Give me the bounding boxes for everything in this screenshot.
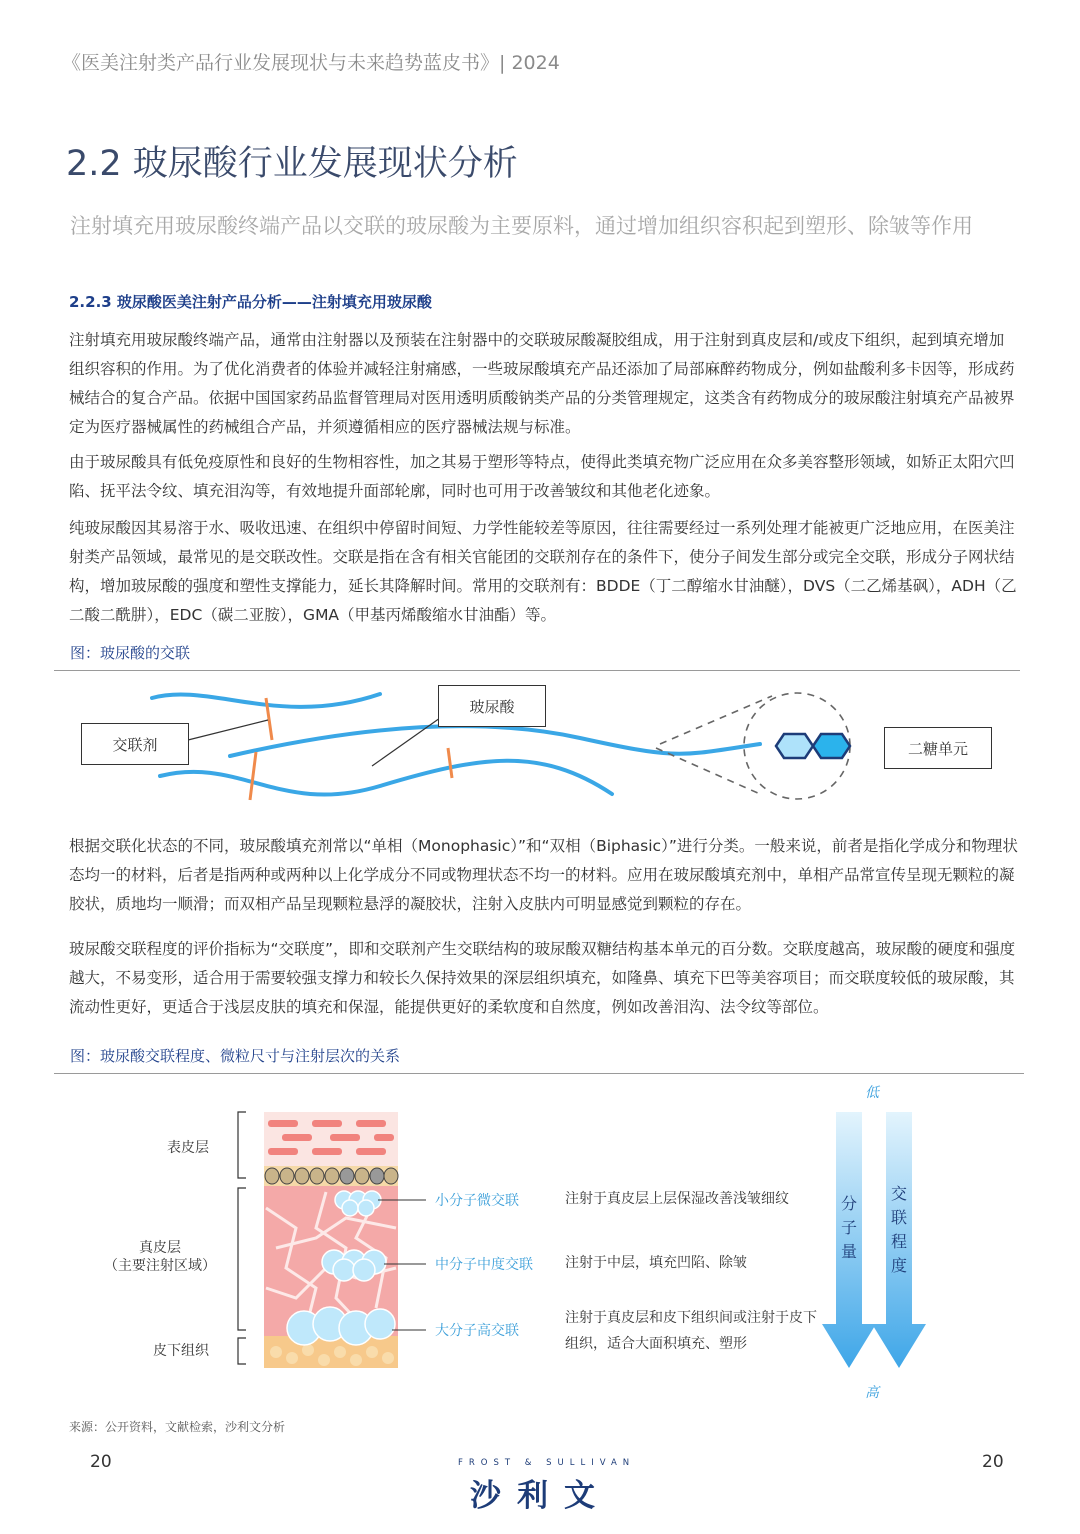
disaccharide-ring-1 [776, 734, 813, 758]
category-small: 小分子微交联 [435, 1193, 519, 1209]
page-subtitle: 注射填充用玻尿酸终端产品以交联的玻尿酸为主要原料，通过增加组织容积起到塑形、除皱等作用 [70, 214, 973, 238]
hyaluronic-acid-label: 玻尿酸 [438, 685, 546, 727]
brand-wordmark: FROST & SULLIVAN [458, 1458, 636, 1468]
subcutaneous-bracket [238, 1338, 246, 1364]
page-number-left: 20 [90, 1452, 112, 1472]
section-heading: 2.2.3 玻尿酸医美注射产品分析——注射填充用玻尿酸 [69, 293, 432, 311]
category-medium-desc: 注射于中层，填充凹陷、除皱 [565, 1255, 747, 1271]
skin-diagram [226, 1108, 426, 1372]
doc-header: 《医美注射类产品行业发展现状与未来趋势蓝皮书》| 2024 [62, 52, 560, 74]
ha-chain-3 [160, 761, 612, 795]
arrow1-text: 分 子 量 [840, 1194, 857, 1261]
crosslink-2 [250, 752, 256, 800]
dermis-bracket [238, 1188, 246, 1330]
category-small-desc: 注射于真皮层上层保湿改善浅皱细纹 [565, 1191, 789, 1207]
epidermis-label: 表皮层 [167, 1140, 209, 1156]
brand-logo: 沙利文 [470, 1478, 611, 1514]
page-number-right: 20 [982, 1452, 1004, 1472]
dermis-label: 真皮层 [139, 1240, 181, 1256]
figure1-rule [54, 670, 1020, 671]
crosslink-3 [448, 748, 452, 778]
figure2-rule [54, 1073, 1024, 1074]
paragraph-2: 由于玻尿酸具有低免疫原性和良好的生物相容性，加之其易于塑形等特点，使得此类填充物广泛应用在众多美容整形领域，如矫正太阳穴凹陷、抚平法令纹、填充泪沟等，有效地提升面部轮廓，同时也可用于改善皱纹和其他老化迹象。 [69, 453, 1015, 500]
category-medium: 中分子中度交联 [435, 1257, 533, 1273]
arrow2-text: 交 联 程 度 [890, 1184, 907, 1275]
category-large: 大分子高交联 [435, 1323, 519, 1339]
gradient-arrows [820, 1108, 930, 1372]
paragraph-1: 注射填充用玻尿酸终端产品，通常由注射器以及预装在注射器中的交联玻尿酸凝胶组成，用于注射到真皮层和/或皮下组织，起到填充增加组织容积的作用。为了优化消费者的体验并减轻注射痛感，一些玻尿酸填充产品还添加了局部麻醉药物成分，例如盐酸利多卡因等，形成药械结合的复合产品。依据中国国家药品监督管理局对医用透明质酸钠类产品的分类管理规定，这类含有药物成分的玻尿酸注射填充产品被界定为医疗器械属性的药械组合产品，并须遵循相应的医疗器械法规与标准。 [69, 331, 1015, 436]
subcutaneous-label: 皮下组织 [153, 1343, 209, 1359]
ha-chain-2 [230, 726, 760, 756]
category-large-desc: 注射于真皮层和皮下组织间或注射于皮下组织，适合大面积填充、塑形 [565, 1310, 817, 1352]
paragraph-4: 根据交联化状态的不同，玻尿酸填充剂常以“单相（Monophasic）”和“双相（Biphasic）”进行分类。一般来说，前者是指化学成分和物理状态均一的材料，后者是指两种或两种以上化学成分不同或物理状态不均一的材料。应用在玻尿酸填充剂中，单相产品常宣传呈现无颗粒的凝胶状，质地均一顺滑；而双相产品呈现颗粒悬浮的凝胶状，注射入皮肤内可明显感觉到颗粒的存在。 [69, 837, 1018, 913]
arrow-bottom-label: 高 [865, 1385, 879, 1401]
page-title: 2.2 玻尿酸行业发展现状分析 [66, 144, 518, 184]
disaccharide-ring-2 [813, 734, 850, 758]
epidermis-bracket [238, 1112, 246, 1178]
paragraph-3: 纯玻尿酸因其易溶于水、吸收迅速、在组织中停留时间短、力学性能较差等原因，往往需要经过一系列处理才能被更广泛地应用，在医美注射类产品领域，最常见的是交联改性。交联是指在含有相关官能团的交联剂存在的条件下，使分子间发生部分或完全交联，形成分子网状结构，增加玻尿酸的强度和塑性支撑能力，延长其降解时间。常用的交联剂有：BDDE（丁二醇缩水甘油醚），DVS（二乙烯基砜），ADH（乙二酸二酰肼），EDC（碳二亚胺），GMA（甲基丙烯酸缩水甘油酯）等。 [69, 519, 1017, 624]
paragraph-5: 玻尿酸交联程度的评价指标为“交联度”，即和交联剂产生交联结构的玻尿酸双糖结构基本单元的百分数。交联度越高，玻尿酸的硬度和强度越大，不易变形，适合用于需要较强支撑力和较长久保持效果的深层组织填充，如隆鼻、填充下巴等美容项目；而交联度较低的玻尿酸，其流动性更好，更适合于浅层皮肤的填充和保湿，能提供更好的柔软度和自然度，例如改善泪沟、法令纹等部位。 [69, 940, 1016, 1016]
disaccharide-label: 二糖单元 [884, 727, 992, 769]
crosslinker-label: 交联剂 [81, 723, 189, 765]
arrow-top-label: 低 [865, 1085, 879, 1101]
source-note: 来源：公开资料，文献检索，沙利文分析 [69, 1420, 286, 1434]
dermis-note: （主要注射区域） [104, 1258, 216, 1274]
figure2-caption: 图：玻尿酸交联程度、微粒尺寸与注射层次的关系 [70, 1047, 401, 1065]
figure1-caption: 图：玻尿酸的交联 [70, 644, 191, 662]
